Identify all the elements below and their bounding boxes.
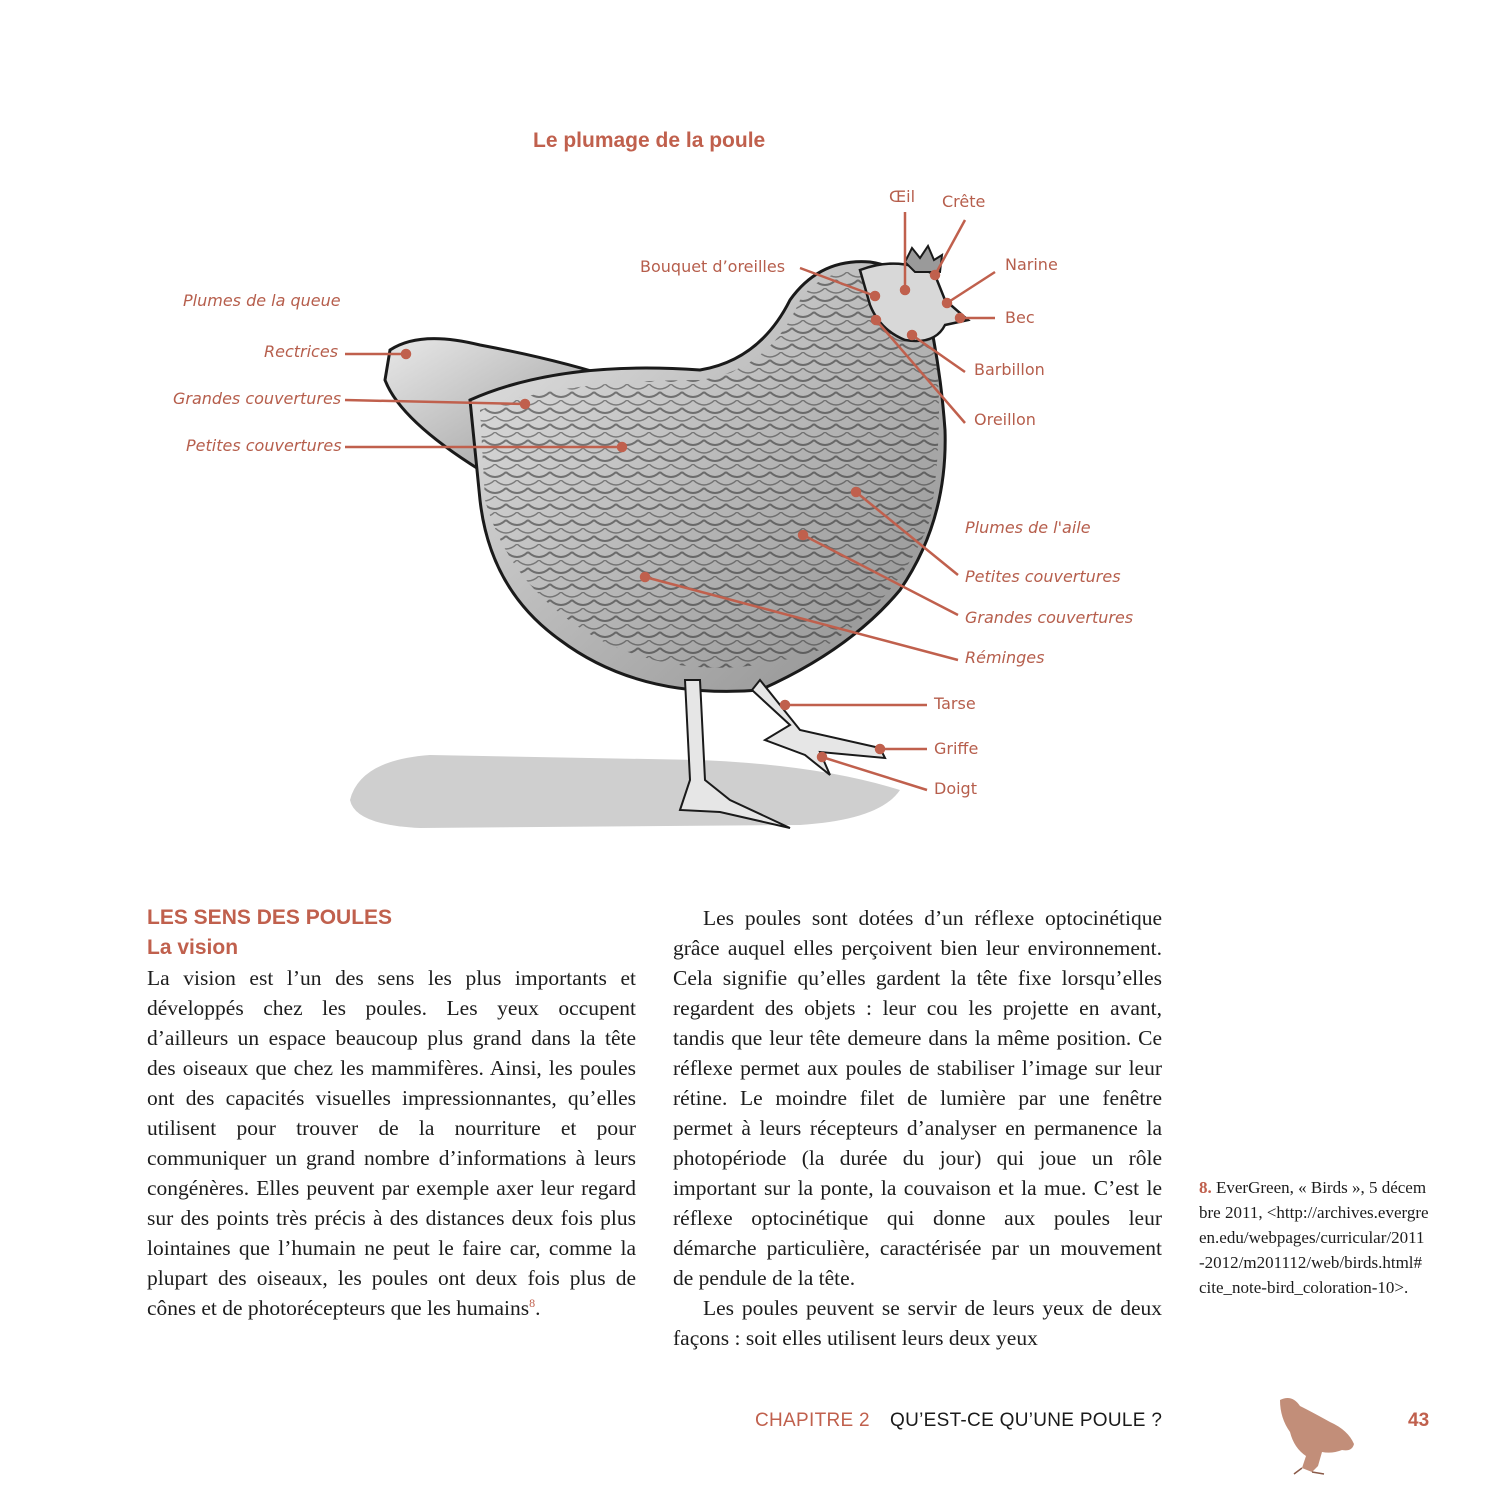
section-heading: LES SENS DES POULES [147, 906, 393, 929]
paragraph-two-ways: Les poules peuvent se servir de leurs yeux de deux façons : soit elles utilisent leurs deux yeux [673, 1296, 1162, 1350]
group-label-tail: Plumes de la queue [183, 291, 341, 310]
footer-chapter: CHAPITRE 2 [755, 1410, 870, 1431]
text-column-2 [673, 903, 1162, 1353]
label-tarse: Tarse [934, 694, 976, 713]
label-barbillon: Barbillon [974, 360, 1045, 379]
label-oreillon: Oreillon [974, 410, 1036, 429]
group-label-wing: Plumes de l'aile [965, 518, 1091, 537]
page-number: 43 [1408, 1410, 1430, 1431]
paragraph-vision: La vision est l’un des sens les plus importants et développés chez les poules. Les yeux occupent d’ailleurs un espace beaucoup plus grand dans la tête des oiseaux que chez les mammifères. Ainsi, les poules ont des capacités visuelles impressionnantes, qu’elles utilisent pour trouver de la nourriture et pour communiquer un grand nombre d’informations à leurs congénères. Elles peuvent par exemple axer leur regard sur des points très précis à des distances deux fois plus lointaines que l’humain ne peut le faire car, comme la plupart des oiseaux, les poules ont deux fois plus de cônes et de photorécepteurs que les humains$^8$. [147, 966, 636, 1320]
paragraph-optokinetic: Les poules sont dotées d’un réflexe optocinétique grâce auquel elles perçoivent bien leur environnement. Cela signifie qu’elles gardent la tête fixe lorsqu’elles regardent des objets : leur cou les projette en avant, tandis que leur tête demeure dans la même position. Ce réflexe permet aux poules de stabiliser l’image sur leur rétine. Le moindre filet de lumière par une fenêtre permet à leurs récepteurs d’analyser en permanence la photopériode (la durée du jour) qui joue un rôle important sur la ponte, la couvaison et la mue. C’est le réflexe optocinétique qui donne aux poules leur démarche particulière, caractérisée par un mouvement de pendule de la tête. [673, 906, 1162, 1290]
comb [905, 246, 942, 272]
footnote-ref[interactable]: 8 [529, 1295, 536, 1310]
label-crete: Crête [942, 192, 986, 211]
footnote-text: EverGreen, « Birds », 5 décembre 2011, <http://archives.evergreen.edu/webpages/curricular/2011-2012/m201112/web/birds.html#cite_note-bird_coloration-10>. [1199, 1178, 1429, 1297]
label-narine: Narine [1005, 255, 1058, 274]
footnote [1199, 1175, 1429, 1300]
subheading: La vision [147, 936, 239, 959]
label-bec: Bec [1005, 308, 1035, 327]
figure-title: Le plumage de la poule [533, 129, 766, 152]
text-column-1 [147, 903, 636, 1323]
label-reminges: Réminges [965, 648, 1045, 667]
label-bouquet-doreilles: Bouquet d’oreilles [640, 257, 786, 276]
label-wing-grandes-couvertures: Grandes couvertures [965, 608, 1134, 627]
label-oeil: Œil [889, 187, 916, 206]
hen-icon [1272, 1392, 1362, 1478]
label-wing-petites-couvertures: Petites couvertures [965, 567, 1121, 586]
label-rectrices: Rectrices [264, 342, 339, 361]
label-tail-grandes-couvertures: Grandes couvertures [173, 389, 342, 408]
label-doigt: Doigt [934, 779, 977, 798]
footer-chapter-title: QU’EST-CE QU’UNE POULE ? [890, 1410, 1163, 1431]
label-tail-petites-couvertures: Petites couvertures [186, 436, 342, 455]
footnote-number: 8. [1199, 1178, 1212, 1197]
label-griffe: Griffe [934, 739, 979, 758]
